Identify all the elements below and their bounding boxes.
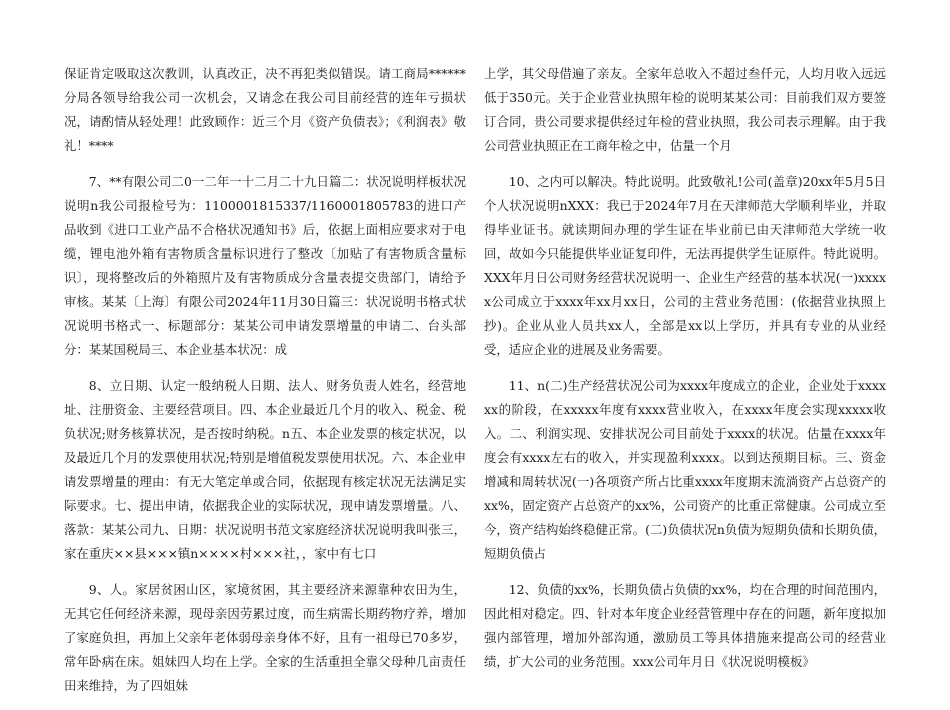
paragraph-12: 12、负债的xx%，长期负债占负债的xx%，均在合理的时间范围内，因此相对稳定。四、针对本年度企业经营管理中存在的问题，新年度拟加强内部管理，增加外部沟通，激励员工等具体措施来提高公司的经营业绩，扩大公司的业务范围。xxx公司年月日《状况说明模板》	[484, 582, 886, 669]
paragraph-7: 7、**有限公司二0一二年一十二月二十九日篇二：状况说明样板状况说明n我公司报检号为：1100001815337/1160001805783的进口产品收到《进口工业产品不合格状况通知书》后，依据上面相应要求对于电缆，锂电池外箱有害物质含量标识进行了整改〔加贴了有害物质含量标识〕，现将整改后的外箱照片及有害物质成分含量表提交贵部门，请给予审核。某某〔上海〕有限公司2024年11月30日篇三：状况说明书格式状况说明书格式一、标题部分：某某公司申请发票增量的申请二、台头部分：某某国税局三、本企业基本状况：成	[64, 174, 466, 357]
left-column	[64, 62, 466, 710]
right-column	[484, 62, 886, 686]
paragraph-11: 11、n(二)生产经营状况公司为xxxx年度成立的企业，企业处于xxxxxx的阶段，在xxxxx年度有xxxx营业收入，在xxxx年度会实现xxxxx收入。二、利润实现、安排状况公司目前处于xxxx的状况。估量在xxxx年度会有xxxx左右的收入，并实现盈利xxxx。以到达预期目标。三、资金增减和周转状况(一)各项资产所占比重xxxx年度期末流淌资产占总资产的xx%，固定资产占总资产的xx%，公司资产的比重正常健康。公司成立至今，资产结构始终稳健正常。(二)负债状况n负债为短期负债和长期负债，短期负债占	[484, 378, 886, 561]
paragraph-8: 8、立日期、认定一般纳税人日期、法人、财务负责人姓名，经营地址、注册资金、主要经营项目。四、本企业最近几个月的收入、税金、税负状况;财务核算状况，是否按时纳税。n五、本企业发票的核定状况，以及最近几个月的发票使用状况;特别是增值税发票使用状况。六、本企业申请发票增量的理由：有无大笔定单或合同，依据现有核定状况无法满足实际要求。七、提出申请，依据我企业的实际状况，现申请发票增量。八、落款：某某公司九、日期：状况说明书范文家庭经济状况说明我叫张三，家在重庆××县×××镇n××××村×××社，，家中有七口	[64, 378, 466, 561]
paragraph-10: 10、之内可以解决。特此说明。此致敬礼!公司(盖章)20xx年5月5日个人状况说明nXXX：我已于2024年7月在天津师范大学顺利毕业，并取得毕业证书。就读期间办理的学生证在毕业前已由天津师范大学统一收回，故如今只能提供毕业证复印件，无法再提供学生证原件。特此说明。XXX年月日公司财务经营状况说明一、企业生产经营的基本状况(一)xxxxx公司成立于xxxx年xx月xx日，公司的主营业务范围：(依据营业执照上抄)。企业从业人员共xx人，全部是xx以上学历，并具有专业的从业经受，适应企业的进展及业务需要。	[484, 174, 886, 357]
paragraph-continuation: 保证肯定吸取这次教训，认真改正，决不再犯类似错误。请工商局******分局各领导给我公司一次机会，又请念在我公司目前经营的连年亏损状况，请酌情从轻处理！此致顾作：近三个月《资产负债表》；《利润表》敬礼！****	[64, 66, 466, 153]
paragraph-9: 9、人。家居贫困山区，家境贫困，其主要经济来源靠种农田为生，无其它任何经济来源，现母亲因劳累过度，而生病需长期药物疗养，增加了家庭负担，再加上父亲年老体弱母亲身体不好，且有一祖母已70多岁，常年卧病在床。姐妹四人均在上学。全家的生活重担全靠父母种几亩责任田来维持，为了四姐妹	[64, 582, 466, 693]
paragraph-continuation: 上学，其父母借遍了亲友。全家年总收入不超过叁仟元，人均月收入远远低于350元。关于企业营业执照年检的说明某某公司：目前我们双方要签订合同，贵公司要求提供经过年检的营业执照，我公司表示理解。由于我公司营业执照正在工商年检之中，估量一个月	[484, 66, 886, 153]
